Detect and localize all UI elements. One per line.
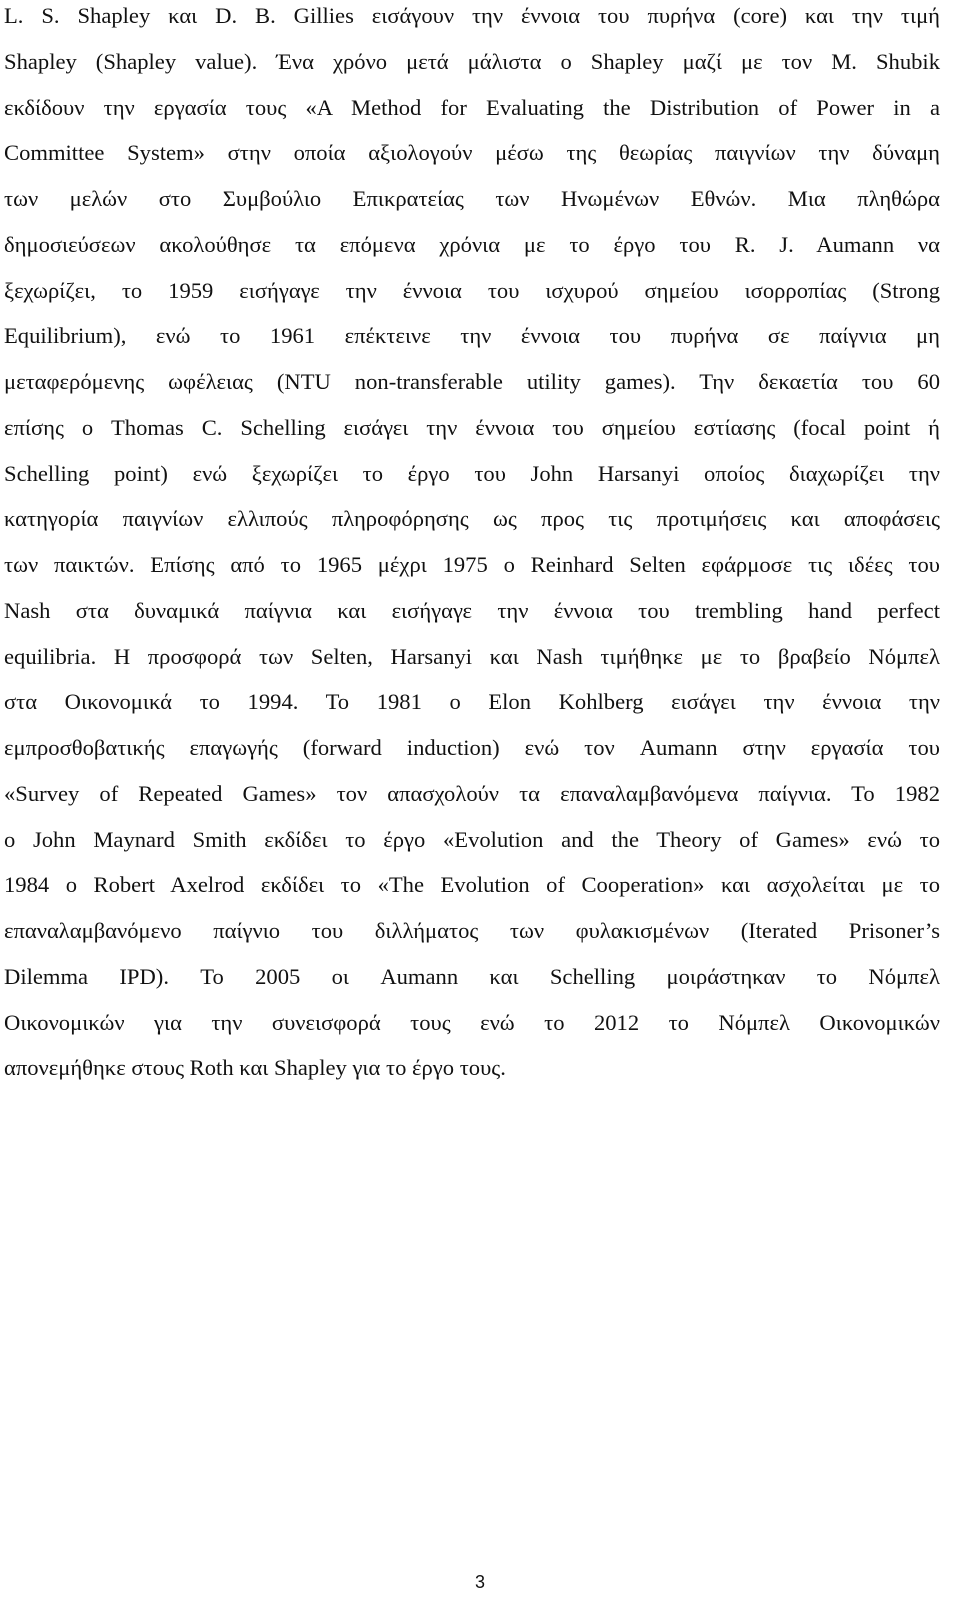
paragraph-line: 1984 ο Robert Axelrod εκδίδει το «The Evolution of Cooperation» και ασχολείται με το — [4, 872, 940, 898]
paragraph-line: ο John Maynard Smith εκδίδει το έργο «Evolution and the Theory of Games» ενώ το — [4, 826, 940, 852]
paragraph-line: επίσης ο Thomas C. Schelling εισάγει την έννοια του σημείου εστίασης (focal point ή — [4, 414, 940, 440]
paragraph-line: Nash στα δυναμικά παίγνια και εισήγαγε την έννοια του trembling hand perfect — [4, 597, 940, 623]
body-paragraph — [4, 0, 940, 1091]
paragraph-line: Dilemma IPD). Το 2005 οι Aumann και Schelling μοιράστηκαν το Νόμπελ — [4, 963, 940, 989]
paragraph-line: Οικονομικών για την συνεισφορά τους ενώ το 2012 το Νόμπελ Οικονομικών — [4, 1009, 940, 1035]
page-number: 3 — [474, 1572, 485, 1592]
paragraph-line: «Survey of Repeated Games» τον απασχολούν τα επαναλαμβανόμενα παίγνια. Το 1982 — [4, 780, 940, 806]
paragraph-line: Equilibrium), ενώ το 1961 επέκτεινε την έννοια του πυρήνα σε παίγνια μη — [4, 323, 940, 349]
paragraph-line-last: απονεμήθηκε στους Roth και Shapley για το έργο τους. — [4, 1055, 506, 1081]
paragraph-line: equilibria. Η προσφορά των Selten, Harsanyi και Nash τιμήθηκε με το βραβείο Νόμπελ — [4, 643, 940, 669]
paragraph-line: Shapley (Shapley value). Ένα χρόνο μετά μάλιστα ο Shapley μαζί με τον M. Shubik — [4, 48, 940, 74]
paragraph-line: δημοσιεύσεων ακολούθησε τα επόμενα χρόνια με το έργο του R. J. Aumann να — [4, 231, 940, 257]
paragraph-line: των μελών στο Συμβούλιο Επικρατείας των Ηνωμένων Εθνών. Μια πληθώρα — [4, 186, 940, 211]
paragraph-line: Schelling point) ενώ ξεχωρίζει το έργο του John Harsanyi οποίος διαχωρίζει την — [4, 460, 940, 486]
paragraph-line: εμπροσθοβατικής επαγωγής (forward induction) ενώ τον Aumann στην εργασία του — [4, 735, 940, 760]
paragraph-line: επαναλαμβανόμενο παίγνιο του διλλήματος των φυλακισμένων (Iterated Prisoner’s — [4, 918, 940, 943]
paragraph-line: εκδίδουν την εργασία τους «A Method for Evaluating the Distribution of Power in a — [4, 94, 940, 120]
paragraph-line: L. S. Shapley και D. B. Gillies εισάγουν την έννοια του πυρήνα (core) και την τιμή — [4, 3, 940, 28]
paragraph-line: Committee System» στην οποία αξιολογούν μέσω της θεωρίας παιγνίων την δύναμη — [4, 140, 940, 166]
paragraph-line: ξεχωρίζει, το 1959 εισήγαγε την έννοια του ισχυρού σημείου ισορροπίας (Strong — [4, 277, 940, 303]
paragraph-line: στα Οικονομικά το 1994. Το 1981 ο Elon Kohlberg εισάγει την έννοια την — [4, 689, 940, 715]
paragraph-line: κατηγορία παιγνίων ελλιπούς πληροφόρησης ως προς τις προτιμήσεις και αποφάσεις — [4, 506, 940, 532]
paragraph-line: μεταφερόμενης ωφέλειας (NTU non-transferable utility games). Την δεκαετία του 60 — [4, 369, 940, 394]
paragraph-line: των παικτών. Επίσης από το 1965 μέχρι 1975 ο Reinhard Selten εφάρμοσε τις ιδέες του — [4, 552, 940, 577]
